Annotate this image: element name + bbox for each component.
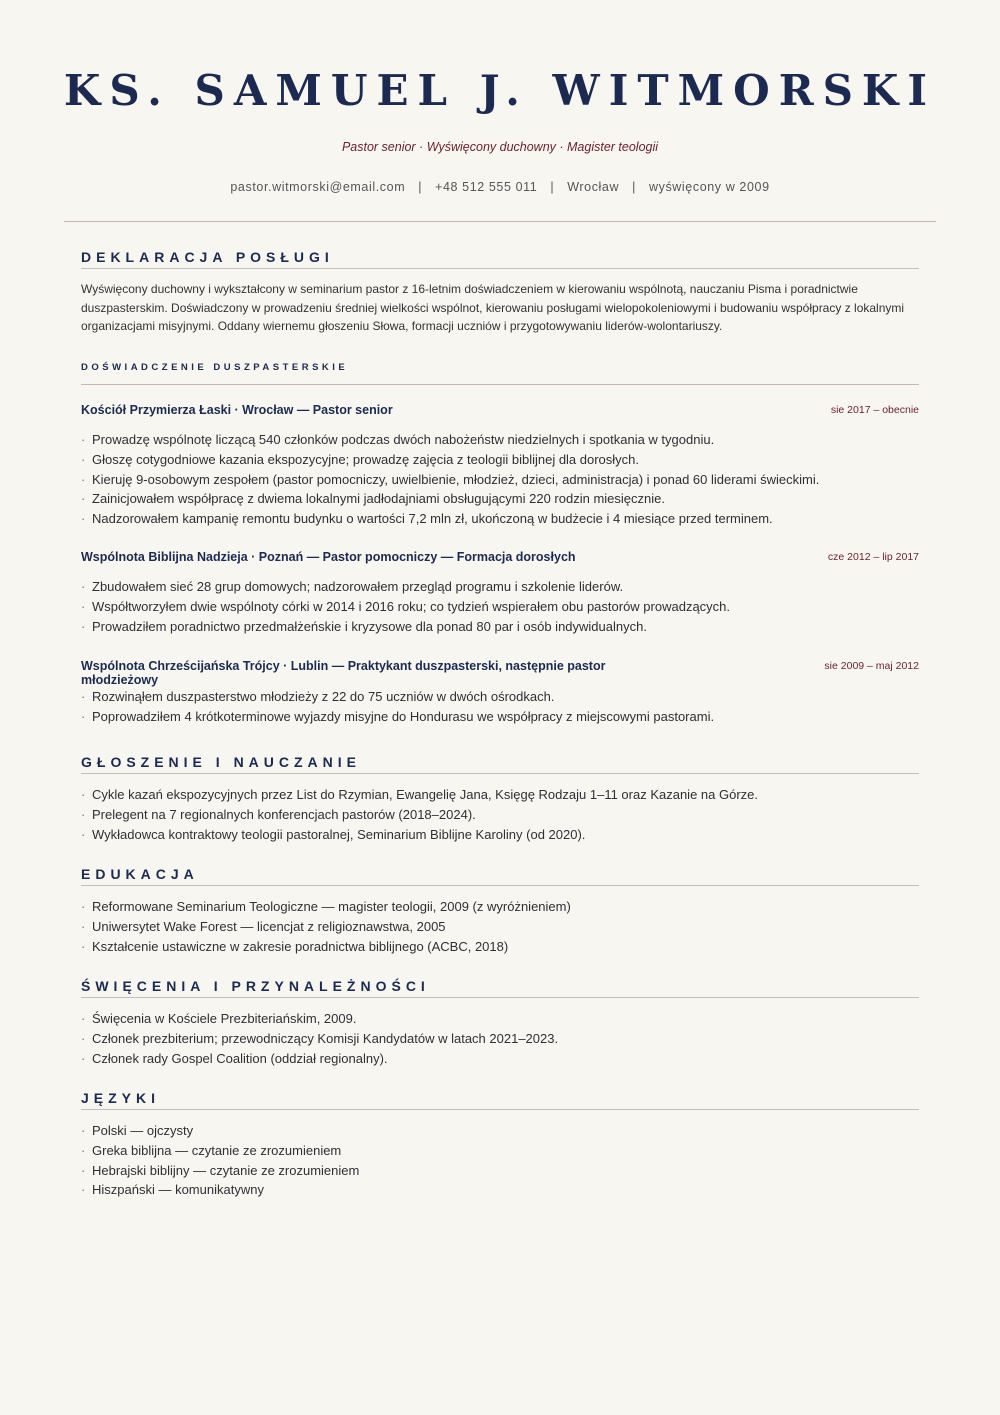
job-entry [81,403,919,529]
languages-section [81,1090,919,1200]
job-title: Wspólnota Biblijna Nadzieja · Poznań — Pastor pomocniczy — Formacja dorosłych [81,550,576,564]
ordination-section [81,978,919,1068]
header-divider [64,221,936,222]
job-date: cze 2012 – lip 2017 [827,551,919,563]
list-item: · Cykle kazań ekspozycyjnych przez List do Rzymian, Ewangelię Jana, Księgę Rodzaju 1–11 oraz Kazanie na Górze. [81,785,919,805]
candidate-name: KS. SAMUEL J. WITMORSKI [63,66,937,115]
list-item: · Wykładowca kontraktowy teologii pastoralnej, Seminarium Biblijne Karoliny (od 2020). [81,825,919,845]
job-entry [81,550,919,636]
job-bullets [81,577,919,636]
declaration-section [81,249,919,336]
job-header [81,659,919,687]
contact-ordination: wyświęcony w 2009 [648,180,770,194]
section-heading: JĘZYKI [81,1090,919,1110]
contact-separator: | [550,180,555,194]
list-item: · Uniwersytet Wake Forest — licencjat z religioznawstwa, 2005 [81,917,919,937]
job-date: sie 2009 – maj 2012 [824,660,919,672]
list-item: · Hebrajski biblijny — czytanie ze zrozumieniem [81,1161,919,1181]
contact-city: Wrocław [567,180,620,194]
preaching-section [81,754,919,844]
list-item: · Prelegent na 7 regionalnych konferencjach pastorów (2018–2024). [81,805,919,825]
languages-list [81,1121,919,1200]
job-title: Kościół Przymierza Łaski · Wrocław — Pastor senior [81,403,393,417]
contact-separator: | [418,180,423,194]
list-item: · Święcenia w Kościele Prezbiteriańskim, 2009. [81,1009,919,1029]
ordination-list [81,1009,919,1068]
job-title: Wspólnota Chrześcijańska Trójcy · Lublin — Praktykant duszpasterski, następnie pastor młodzieżowy [81,659,606,687]
contact-email[interactable]: pastor.witmorski@email.com [230,180,406,194]
section-heading: DEKLARACJA POSŁUGI [81,249,919,269]
list-item: · Współtworzyłem dwie wspólnoty córki w 2014 i 2016 roku; co tydzień wspierałem obu pastorów prowadzących. [81,597,919,617]
list-item: · Zainicjowałem współpracę z dwiema lokalnymi jadłodajniami obsługującymi 220 rodzin miesięcznie. [81,489,919,509]
job-header [81,550,919,564]
preaching-list [81,785,919,844]
job-entry [81,659,919,727]
list-item: · Kształcenie ustawiczne w zakresie poradnictwa biblijnego (ACBC, 2018) [81,937,919,957]
list-item: · Kieruję 9-osobowym zespołem (pastor pomocniczy, uwielbienie, młodzież, dzieci, administracja) i ponad 60 liderami świeckimi. [81,470,919,490]
list-item: · Poprowadziłem 4 krótkoterminowe wyjazdy misyjne do Hondurasu we współpracy z miejscowymi pastorami. [81,707,919,727]
education-section [81,866,919,956]
section-heading: EDUKACJA [81,866,919,886]
list-item: · Członek prezbiterium; przewodniczący Komisji Kandydatów w latach 2021–2023. [81,1029,919,1049]
list-item: · Hiszpański — komunikatywny [81,1180,919,1200]
list-item: · Prowadziłem poradnictwo przedmałżeńskie i kryzysowe dla ponad 80 par i osób indywidualnych. [81,617,919,637]
experience-section [81,362,919,385]
list-item: · Prowadzę wspólnotę liczącą 540 członków podczas dwóch nabożeństw niedzielnych i spotkania w tygodniu. [81,430,919,450]
list-item: · Zbudowałem sieć 28 grup domowych; nadzorowałem przegląd programu i szkolenie liderów. [81,577,919,597]
education-list [81,897,919,956]
job-bullets [81,430,919,529]
list-item: · Polski — ojczysty [81,1121,919,1141]
job-bullets [81,687,919,727]
list-item: · Rozwinąłem duszpasterstwo młodzieży z 22 do 75 uczniów w dwóch ośrodkach. [81,687,919,707]
section-heading: ŚWIĘCENIA I PRZYNALEŻNOŚCI [81,978,919,998]
declaration-text: Wyświęcony duchowny i wykształcony w seminarium pastor z 16-letnim doświadczeniem w kierowaniu wspólnotą, nauczaniu Pisma i poradnictwie duszpasterskim. Doświadczony w prowadzeniu średniej wielkości wspólnot, kierowaniu posługami wielopokoleniowymi i budowaniu współpracy z lokalnymi organizacjami misyjnymi. Oddany wiernemu głoszeniu Słowa, formacji uczniów i przygotowywaniu liderów-wolontariuszy. [81,282,905,333]
section-heading: GŁOSZENIE I NAUCZANIE [81,754,919,774]
list-item: · Nadzorowałem kampanię remontu budynku o wartości 7,2 mln zł, ukończoną w budżecie i 4 miesiące przed terminem. [81,509,919,529]
list-item: · Głoszę cotygodniowe kazania ekspozycyjne; prowadzę zajęcia z teologii biblijnej dla dorosłych. [81,450,919,470]
list-item: · Greka biblijna — czytanie ze zrozumieniem [81,1141,919,1161]
list-item: · Reformowane Seminarium Teologiczne — magister teologii, 2009 (z wyróżnieniem) [81,897,919,917]
contact-line [0,180,1000,194]
section-heading: DOŚWIADCZENIE DUSZPASTERSKIE [81,362,919,385]
job-date: sie 2017 – obecnie [830,404,919,416]
contact-phone[interactable]: +48 512 555 011 [435,180,538,194]
list-item: · Członek rady Gospel Coalition (oddział regionalny). [81,1049,919,1069]
candidate-subtitle: Pastor senior · Wyświęcony duchowny · Magister teologii [341,140,659,154]
contact-separator: | [632,180,636,194]
job-header [81,403,919,417]
